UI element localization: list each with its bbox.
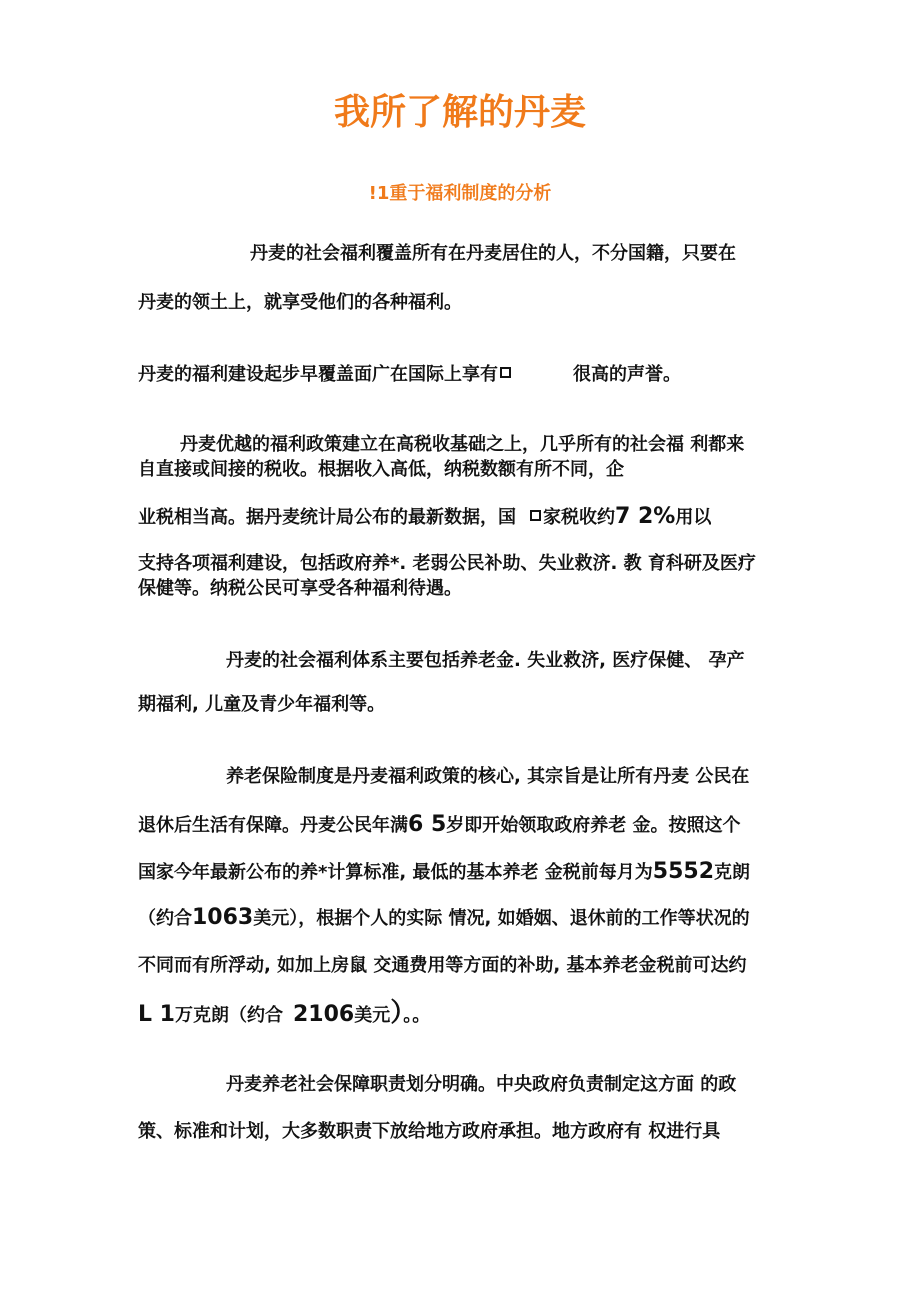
paragraph-5-text-a: 国家今年最新公布的养*计算标准, 最低的基本养老 金税前每月为 <box>138 862 653 883</box>
paragraph-5-text-d: 美元 <box>354 1005 391 1026</box>
pension-amount-usd: 1063 <box>192 905 254 930</box>
paragraph-3-line-2: 自直接或间接的税收。根据收入高低，纳税数额有所不同，企 <box>138 459 624 480</box>
paragraph-5-line-2 <box>138 814 741 837</box>
paragraph-2-text-b: 很高的声誉。 <box>573 364 681 385</box>
paragraph-3-line-5: 保健等。纳税公民可享受各种福利待遇。 <box>138 578 462 599</box>
tax-percentage: 7 2% <box>615 504 676 529</box>
paragraph-3-text-b: 家税收约 <box>543 507 615 528</box>
paragraph-3-text-d: 用以 <box>675 507 712 528</box>
paragraph-5-text-c: 克朗 <box>714 862 751 883</box>
page-title: 我所了解的丹麦 <box>333 92 586 133</box>
missing-glyph-icon <box>500 367 511 378</box>
paragraph-2-line-1 <box>138 364 681 386</box>
section-subtitle: !1重于福利制度的分析 <box>368 183 552 204</box>
paragraph-5-text-c: 美元），根据个人的实际 情况, 如婚姻、退休前的工作等状况的 <box>253 908 750 929</box>
paragraph-5-line-3 <box>138 861 750 884</box>
paragraph-5-text-a: （约合 <box>138 908 192 929</box>
paragraph-6-line-1: 丹麦养老社会保障职责划分明确。中央政府负责制定这方面 的政 <box>226 1074 737 1095</box>
paragraph-5-line-4 <box>138 907 750 930</box>
retirement-age: 6 5 <box>408 812 447 837</box>
paragraph-3-line-4: 支持各项福利建设，包括政府养*. 老弱公民补助、失业救济. 教 育科研及医疗 <box>138 553 756 574</box>
pension-amount-kroner: 5552 <box>652 859 715 884</box>
paragraph-1-line-2: 丹麦的领土上，就享受他们的各种福利。 <box>138 292 462 313</box>
paragraph-4-line-2: 期福利, 儿童及青少年福利等。 <box>138 694 386 715</box>
paragraph-3-line-3 <box>138 506 711 529</box>
paragraph-3-line-1: 丹麦优越的福利政策建立在高税收基础之上，几乎所有的社会福 利都来 <box>180 434 745 455</box>
paragraph-5-text-a: 退休后生活有保障。丹麦公民年满 <box>138 815 408 836</box>
paragraph-5-line-6 <box>138 998 431 1028</box>
paragraph-5-text-f: 。。 <box>403 1005 431 1026</box>
closing-paren: ） <box>390 998 404 1028</box>
paragraph-5-text-b: 万克朗（约合 <box>175 1005 283 1026</box>
paragraph-1-line-1: 丹麦的社会福利覆盖所有在丹麦居住的人，不分国籍，只要在 <box>250 243 736 264</box>
paragraph-5-text-c: 岁即开始领取政府养老 金。按照这个 <box>446 815 741 836</box>
paragraph-5-line-5: 不同而有所浮动, 如加上房鼠 交通费用等方面的补助, 基本养老金税前可达约 <box>138 955 747 976</box>
paragraph-2-text-a: 丹麦的福利建设起步早覆盖面广在国际上享有 <box>138 364 498 385</box>
missing-glyph-icon <box>530 510 541 521</box>
paragraph-4-line-1: 丹麦的社会福利体系主要包括养老金. 失业救济, 医疗保健、 孕产 <box>226 650 745 671</box>
max-pension-usd: 2106 <box>293 1002 355 1027</box>
paragraph-6-line-2: 策、标准和计划，大多数职责下放给地方政府承担。地方政府有 权进行具 <box>138 1121 721 1142</box>
paragraph-3-text-a: 业税相当高。据丹麦统计局公布的最新数据，国 <box>138 507 516 528</box>
paragraph-5-line-1: 养老保险制度是丹麦福利政策的核心, 其宗旨是让所有丹麦 公民在 <box>226 766 750 787</box>
max-pension-amount: L 1 <box>138 1002 175 1027</box>
